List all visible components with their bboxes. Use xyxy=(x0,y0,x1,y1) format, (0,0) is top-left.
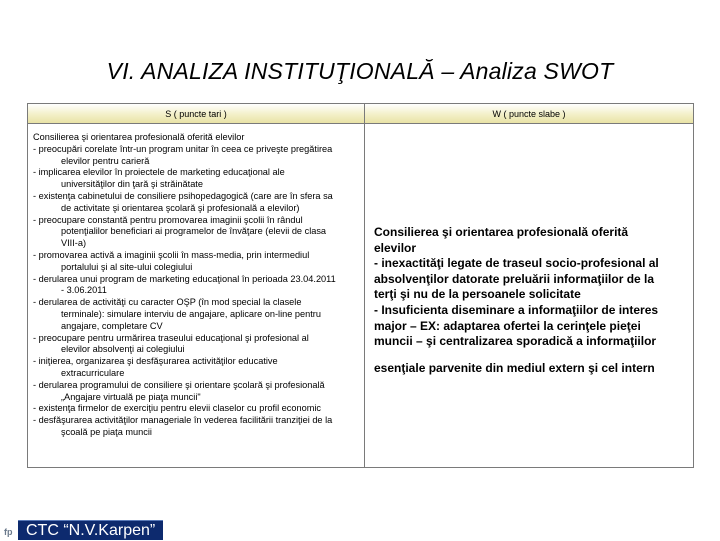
strength-line: potenţialilor beneficiari ai programelor de învăţare (elevii de clasa xyxy=(61,226,327,237)
strength-line: şcoală pe piaţa muncii xyxy=(61,426,152,437)
strength-line: universităţilor din ţară şi străinătate xyxy=(61,179,203,190)
swot-table xyxy=(27,103,694,468)
strengths-list xyxy=(33,132,363,439)
strength-line: - existenţa cabinetului de consiliere psihopedagogică (care are în sfera sa xyxy=(33,190,333,201)
strength-line: „Angajare virtuală pe piaţa muncii" xyxy=(61,391,201,402)
column-divider xyxy=(364,124,365,468)
strength-line: - desfăşurarea activităţilor manageriale în vederea facilitării tranziţiei de la xyxy=(33,415,333,426)
strength-line: - 3.06.2011 xyxy=(61,285,107,296)
strength-line: de activitate şi orientarea şcolară şi profesională a elevilor) xyxy=(61,202,300,213)
footer-prefix: fp xyxy=(4,527,13,537)
footer xyxy=(0,518,200,540)
weakness-line: absolvenţilor datorate preluării informaţiilor de la xyxy=(374,271,655,286)
weakness-line: major – EX: adaptarea ofertei la cerinţele pieţei xyxy=(374,318,641,333)
weakness-line: - Insuficienta diseminare a informaţiilor de interes xyxy=(374,302,659,317)
weaknesses-list xyxy=(374,225,690,350)
weakness-line: terţi şi nu de la persoanele solicitate xyxy=(374,287,581,302)
strength-line: - preocupare constantă pentru promovarea imaginii şcolii în rândul xyxy=(33,214,303,225)
strength-line: - derularea unui program de marketing educaţional în perioada 23.04.2011 xyxy=(33,273,336,284)
slide-title: VI. ANALIZA INSTITUŢIONALĂ – Analiza SWOT xyxy=(106,58,614,84)
strength-line: - derularea programului de consiliere şi orientare şcolară şi profesională xyxy=(33,379,325,390)
weaknesses-header: W ( puncte slabe ) xyxy=(365,104,693,124)
strengths-header: S ( puncte tari ) xyxy=(28,104,365,124)
strength-line: terminale): simulare interviu de angajare, aplicare on-line pentru xyxy=(61,308,321,319)
weakness-line: - inexactităţi legate de traseul socio-profesional al xyxy=(374,256,659,271)
strength-line: - promovarea activă a imaginii şcolii în mass-media, prin intermediul xyxy=(33,249,310,260)
weakness-line: Consilierea şi orientarea profesională oferită xyxy=(374,225,629,239)
strength-line: - implicarea elevilor în proiectele de marketing educaţional ale xyxy=(33,167,285,178)
strength-line: - preocupare pentru urmărirea traseului educaţional şi profesional al xyxy=(33,332,309,343)
strength-line: - preocupări corelate într-un program unitar în ceea ce priveşte pregătirea xyxy=(33,143,333,154)
weakness-line: muncii – şi centralizarea sporadică a informaţiilor xyxy=(374,334,657,349)
strength-line: - derularea de activităţi cu caracter OŞP (în mod special la clasele xyxy=(33,297,302,308)
strength-line: elevilor pentru carieră xyxy=(61,155,150,166)
strength-line: - existenţa firmelor de exerciţiu pentru elevii claselor cu profil economic xyxy=(33,403,321,414)
weakness-line: elevilor xyxy=(374,240,417,255)
strength-line: angajare, completare CV xyxy=(61,320,163,331)
strength-line: - iniţierea, organizarea şi desfăşurarea activităţilor educative xyxy=(33,356,278,367)
strength-line: portalului şi al site-ului colegiului xyxy=(61,261,193,272)
weaknesses-last-line: esenţiale parvenite din mediul extern şi cel intern xyxy=(374,361,655,375)
strength-line: Consilierea şi orientarea profesională oferită elevilor xyxy=(33,132,245,142)
footer-label: CTC “N.V.Karpen” xyxy=(18,520,163,540)
strength-line: elevilor absolvenţi ai colegiului xyxy=(61,344,185,355)
strength-line: extracurriculare xyxy=(61,367,125,378)
strength-line: VIII-a) xyxy=(61,238,87,249)
